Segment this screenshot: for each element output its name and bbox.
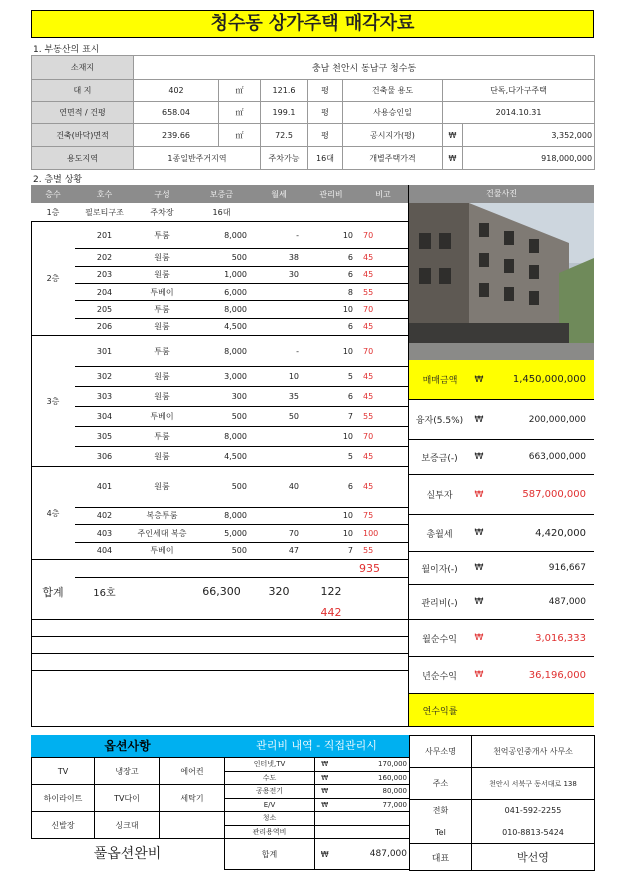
totalrent-label: 총월세	[409, 515, 471, 551]
cell-unit: 206	[75, 318, 134, 335]
sale-value: 1,450,000,000	[512, 374, 586, 385]
cell-note: 45	[357, 318, 409, 335]
location-value: 충남 천안시 동남구 청수동	[134, 56, 595, 80]
cell-fee: 10	[305, 335, 357, 366]
cell-deposit: 500	[190, 249, 253, 266]
cell-note: 100	[357, 525, 409, 543]
cell-deposit: 4,500	[190, 318, 253, 335]
cell-deposit: 500	[190, 467, 253, 507]
won-sign: ₩	[315, 771, 335, 785]
cell-fee: 6	[305, 387, 357, 407]
col-note: 비고	[357, 185, 409, 203]
photo-header: 건물사진	[409, 185, 594, 203]
sale-label: 매매금액	[422, 376, 458, 386]
table-row	[31, 525, 409, 543]
summary-row-loan	[409, 400, 594, 440]
options-footer: 풀옵션완비	[93, 846, 162, 862]
won-sign: ₩	[474, 374, 484, 385]
mgmt-row	[225, 812, 410, 826]
totals-rent: 320	[268, 585, 290, 599]
table-row	[31, 507, 409, 525]
cell-deposit: 8,000	[190, 301, 253, 318]
option-item: 냉장고	[95, 758, 160, 785]
summary-panel	[409, 360, 594, 727]
option-item: 신발장	[32, 812, 95, 839]
cell-rent	[253, 301, 305, 318]
cell-rent: 40	[253, 467, 305, 507]
property-table	[31, 55, 595, 170]
won-sign: ₩	[315, 758, 335, 772]
summary-row-mgmt	[409, 585, 594, 620]
fee-extra: 442	[305, 606, 357, 620]
summary-row-yearly	[409, 657, 594, 694]
location-label: 소재지	[32, 56, 134, 80]
won-sign: ₩	[474, 452, 484, 462]
options-row	[32, 812, 225, 839]
cell-note: 45	[357, 266, 409, 283]
floor-area-py: 199.1	[261, 102, 308, 124]
option-item: 하이라이트	[32, 785, 95, 812]
unit-m2: ㎡	[219, 102, 261, 124]
summary-row-actual	[409, 475, 594, 515]
office-tel-label: Tel	[410, 822, 472, 844]
cell-fee: 6	[305, 249, 357, 266]
cell-unit: 404	[75, 542, 134, 560]
parking-value: 16대	[308, 147, 343, 170]
cell-note: 45	[357, 367, 409, 387]
cell-rent	[253, 507, 305, 525]
won-sign: ₩	[474, 528, 484, 538]
cell-unit: 205	[75, 301, 134, 318]
cell-type: 원룸	[134, 387, 190, 407]
cell-note: 70	[357, 301, 409, 318]
mgmt-total-value: 487,000	[335, 839, 410, 870]
office-phone-value: 041-592-2255	[472, 800, 595, 822]
won-sign: ₩	[315, 785, 335, 799]
cell-fee: 5	[305, 367, 357, 387]
won-sign: ₩	[315, 839, 335, 870]
option-item: TV다이	[95, 785, 160, 812]
cell-deposit: 8,000	[190, 335, 253, 366]
deposit-label: 보증금(-)	[409, 440, 471, 474]
mgmt-value: 487,000	[548, 597, 586, 607]
cell-note: 45	[357, 387, 409, 407]
col-fee: 관리비	[305, 185, 357, 203]
mgmt-row	[225, 785, 410, 799]
building-area-label: 건축(바닥)면적	[32, 124, 134, 147]
col-rent: 월세	[253, 185, 305, 203]
interest-value: 916,667	[548, 563, 586, 573]
options-table	[31, 757, 225, 839]
table-row	[31, 283, 409, 300]
option-item: 세탁기	[160, 785, 225, 812]
land-price-value: 3,352,000	[463, 124, 595, 147]
totalrent-value: 4,420,000	[535, 527, 586, 539]
individual-price-value: 918,000,000	[463, 147, 595, 170]
yield-label: 연수익률	[422, 706, 458, 717]
actual-value: 587,000,000	[522, 489, 586, 500]
yearly-value: 36,196,000	[528, 669, 586, 681]
summary-row-totalrent	[409, 515, 594, 552]
cell-type: 투베이	[134, 407, 190, 427]
cell-deposit: 1,000	[190, 266, 253, 283]
table-row	[31, 222, 409, 249]
cell-rent: 50	[253, 407, 305, 427]
cell-fee: 6	[305, 318, 357, 335]
land-price-label: 공시지가(평)	[343, 124, 443, 147]
table-row	[31, 387, 409, 407]
col-unit: 호수	[75, 185, 134, 203]
unit-py: 평	[308, 102, 343, 124]
interest-label: 월이자(-)	[409, 552, 471, 584]
mgmt-item-label: 청소	[225, 812, 315, 826]
use-value: 단독,다가구주택	[443, 80, 595, 102]
mgmt-row	[225, 771, 410, 785]
cell-type: 원룸	[134, 467, 190, 507]
zone-value: 1종일반주거지역	[134, 147, 261, 170]
building-area-py: 72.5	[261, 124, 308, 147]
cell-fee: 6	[305, 467, 357, 507]
mgmt-item-value: 170,000	[335, 758, 410, 772]
table-row	[31, 447, 409, 467]
cell-fee: 8	[305, 283, 357, 300]
won-sign: ₩	[474, 670, 484, 680]
cell-deposit: 4,500	[190, 447, 253, 467]
table-row	[31, 249, 409, 266]
cell-deposit: 500	[190, 407, 253, 427]
cell-note: 45	[357, 447, 409, 467]
mgmt-label: 관리비(-)	[409, 585, 471, 619]
cell-note: 45	[357, 467, 409, 507]
cell-type: 투룸	[134, 301, 190, 318]
cell-unit: 402	[75, 507, 134, 525]
loan-value: 200,000,000	[528, 414, 586, 425]
mgmt-header: 관리비 내역 - 직접관리시	[224, 735, 409, 757]
table-row	[31, 407, 409, 427]
cell-rent: 10	[253, 367, 305, 387]
cell-unit: 301	[75, 335, 134, 366]
section-heading-property: 1. 부동산의 표시	[33, 45, 100, 55]
options-header: 옵션사항	[31, 735, 224, 757]
mgmt-row	[225, 758, 410, 772]
won-sign: ₩	[474, 563, 484, 573]
mgmt-item-value	[335, 825, 410, 839]
totals-units: 16호	[93, 588, 116, 600]
floor1-unit: 필로티구조	[75, 203, 134, 222]
office-phone-label: 전화	[410, 800, 472, 822]
option-item: 싱크대	[95, 812, 160, 839]
cell-deposit: 5,000	[190, 525, 253, 543]
floor-table-header	[31, 185, 409, 203]
won-sign: ₩	[474, 414, 484, 425]
zone-label: 용도지역	[32, 147, 134, 170]
won-sign: ₩	[474, 597, 484, 607]
cell-type: 투룸	[134, 222, 190, 249]
totals-fee: 122	[320, 585, 342, 599]
land-py: 121.6	[261, 80, 308, 102]
cell-fee: 10	[305, 301, 357, 318]
cell-fee: 7	[305, 407, 357, 427]
option-item: 에어컨	[160, 758, 225, 785]
cell-unit: 204	[75, 283, 134, 300]
cell-fee: 10	[305, 525, 357, 543]
monthly-label: 월순수익	[409, 620, 471, 656]
mgmt-total	[224, 838, 410, 870]
mgmt-item-label: 인터넷,TV	[225, 758, 315, 772]
actual-label: 실투자	[409, 475, 471, 514]
office-addr-label: 주소	[410, 768, 472, 800]
mgmt-item-value	[335, 812, 410, 826]
won-sign: ₩	[474, 633, 484, 643]
floor3-label: 3층	[31, 335, 75, 466]
cell-fee: 10	[305, 222, 357, 249]
summary-row-interest	[409, 552, 594, 585]
unit-py: 평	[308, 124, 343, 147]
approval-label: 사용승인일	[343, 102, 443, 124]
approval-value: 2014.10.31	[443, 102, 595, 124]
cell-rent: -	[253, 335, 305, 366]
cell-rent	[253, 283, 305, 300]
summary-row-yield	[409, 694, 594, 727]
individual-price-label: 개별주택가격	[343, 147, 443, 170]
table-row	[31, 318, 409, 335]
table-row	[31, 301, 409, 318]
loan-label: 융자(5.5%)	[409, 400, 471, 439]
table-row	[31, 367, 409, 387]
unit-m2: ㎡	[219, 124, 261, 147]
cell-unit: 203	[75, 266, 134, 283]
cell-unit: 304	[75, 407, 134, 427]
mgmt-item-value: 77,000	[335, 798, 410, 812]
cell-deposit: 8,000	[190, 507, 253, 525]
table-row	[31, 467, 409, 507]
note-total: 935	[357, 560, 409, 578]
summary-row-sale	[409, 360, 594, 400]
mgmt-item-value: 160,000	[335, 771, 410, 785]
mgmt-item-label: 공용전기	[225, 785, 315, 799]
cell-type: 투베이	[134, 542, 190, 560]
won-sign: ₩	[443, 147, 463, 170]
cell-unit: 403	[75, 525, 134, 543]
cell-unit: 202	[75, 249, 134, 266]
mgmt-total-label: 합계	[225, 839, 315, 870]
cell-note: 75	[357, 507, 409, 525]
building-photo	[409, 203, 594, 360]
office-tel-value: 010-8813-5424	[472, 822, 595, 844]
cell-note: 55	[357, 283, 409, 300]
cell-deposit: 300	[190, 387, 253, 407]
cell-fee: 5	[305, 447, 357, 467]
options-row	[32, 758, 225, 785]
cell-rent	[253, 318, 305, 335]
cell-unit: 302	[75, 367, 134, 387]
floor1-label: 1층	[31, 203, 75, 222]
cell-fee: 7	[305, 542, 357, 560]
option-item	[160, 812, 225, 839]
mgmt-row	[225, 825, 410, 839]
page-title: 청수동 상가주택 매각자료	[31, 10, 594, 38]
cell-type: 원룸	[134, 447, 190, 467]
option-item: TV	[32, 758, 95, 785]
monthly-value: 3,016,333	[535, 632, 586, 644]
col-type: 구성	[134, 185, 190, 203]
totals-label: 합계	[42, 585, 64, 599]
summary-row-deposit	[409, 440, 594, 475]
cell-note: 55	[357, 542, 409, 560]
cell-type: 주인세대 복층	[134, 525, 190, 543]
floor-area-m2: 658.04	[134, 102, 219, 124]
table-row	[31, 542, 409, 560]
floor-table	[31, 203, 409, 727]
mgmt-item-label: 수도	[225, 771, 315, 785]
mgmt-table	[224, 757, 410, 839]
cell-rent: 47	[253, 542, 305, 560]
building-area-m2: 239.66	[134, 124, 219, 147]
table-row	[31, 266, 409, 283]
office-name-value: 천억공인중개사 사무소	[472, 736, 595, 768]
office-rep-label: 대표	[410, 844, 472, 871]
col-floor: 층수	[31, 185, 75, 203]
won-sign: ₩	[443, 124, 463, 147]
floor-area-label: 연면적 / 건평	[32, 102, 134, 124]
floor1-deposit: 16대	[190, 203, 253, 222]
office-rep-value: 박선영	[472, 844, 595, 871]
mgmt-row	[225, 798, 410, 812]
mgmt-item-label: 관리용역비	[225, 825, 315, 839]
land-label: 대 지	[32, 80, 134, 102]
cell-note: 70	[357, 335, 409, 366]
cell-rent: 35	[253, 387, 305, 407]
cell-unit: 305	[75, 427, 134, 447]
cell-fee: 10	[305, 427, 357, 447]
parking-label: 주차가능	[261, 147, 308, 170]
cell-type: 원룸	[134, 367, 190, 387]
cell-deposit: 3,000	[190, 367, 253, 387]
cell-note: 45	[357, 249, 409, 266]
totals-deposit: 66,300	[202, 585, 241, 599]
unit-py: 평	[308, 80, 343, 102]
cell-type: 원룸	[134, 318, 190, 335]
cell-rent: -	[253, 222, 305, 249]
yearly-label: 년순수익	[409, 657, 471, 693]
cell-type: 투룸	[134, 335, 190, 366]
office-name-label: 사무소명	[410, 736, 472, 768]
section-heading-floors: 2. 층별 상황	[33, 175, 83, 185]
cell-note: 70	[357, 427, 409, 447]
office-table	[409, 735, 595, 871]
cell-type: 원룸	[134, 266, 190, 283]
cell-note: 70	[357, 222, 409, 249]
cell-type: 복층투룸	[134, 507, 190, 525]
cell-rent	[253, 447, 305, 467]
cell-deposit: 6,000	[190, 283, 253, 300]
won-sign: ₩	[315, 798, 335, 812]
deposit-value: 663,000,000	[528, 452, 586, 462]
mgmt-item-label: E/V	[225, 798, 315, 812]
cell-type: 투베이	[134, 283, 190, 300]
cell-deposit: 500	[190, 542, 253, 560]
cell-note: 55	[357, 407, 409, 427]
floor1-type: 주차장	[134, 203, 190, 222]
table-row	[31, 335, 409, 366]
floor2-label: 2층	[31, 222, 75, 336]
land-m2: 402	[134, 80, 219, 102]
use-label: 건축물 용도	[343, 80, 443, 102]
options-row	[32, 785, 225, 812]
cell-unit: 401	[75, 467, 134, 507]
floor4-label: 4층	[31, 467, 75, 560]
unit-m2: ㎡	[219, 80, 261, 102]
office-addr-value: 천안시 서북구 동서대로 138	[472, 768, 595, 800]
table-row	[31, 427, 409, 447]
mgmt-item-value: 80,000	[335, 785, 410, 799]
cell-deposit: 8,000	[190, 427, 253, 447]
cell-unit: 306	[75, 447, 134, 467]
cell-fee: 10	[305, 507, 357, 525]
cell-rent: 38	[253, 249, 305, 266]
cell-rent: 30	[253, 266, 305, 283]
cell-fee: 6	[305, 266, 357, 283]
summary-row-monthly	[409, 620, 594, 657]
cell-unit: 303	[75, 387, 134, 407]
cell-rent: 70	[253, 525, 305, 543]
col-deposit: 보증금	[190, 185, 253, 203]
cell-unit: 201	[75, 222, 134, 249]
won-sign: ₩	[474, 489, 484, 500]
cell-type: 투룸	[134, 427, 190, 447]
cell-type: 원룸	[134, 249, 190, 266]
cell-rent	[253, 427, 305, 447]
cell-deposit: 8,000	[190, 222, 253, 249]
